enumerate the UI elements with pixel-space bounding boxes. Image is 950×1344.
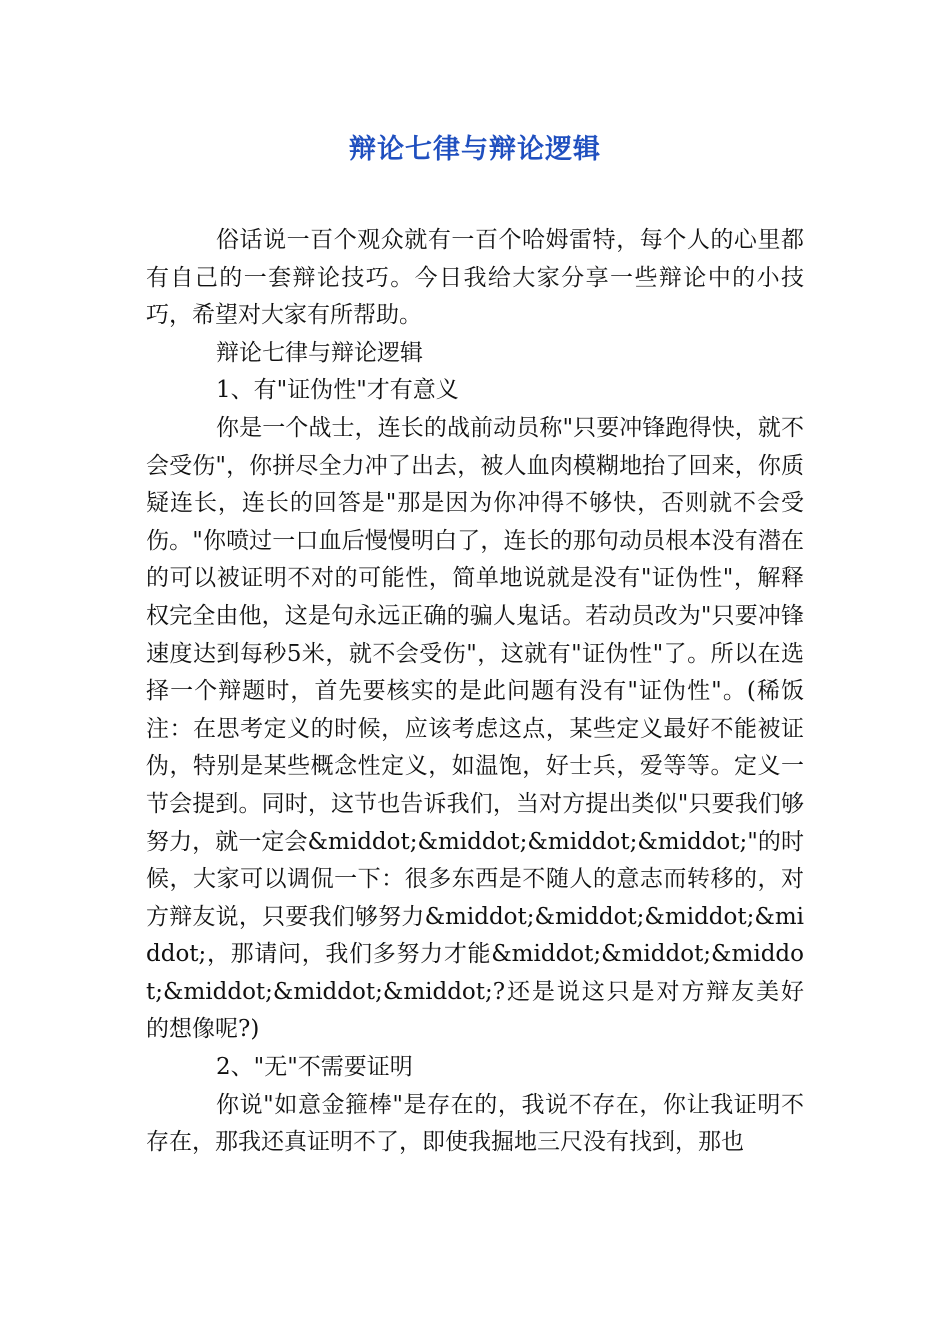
paragraph-subtitle: 辩论七律与辩论逻辑 bbox=[216, 339, 423, 366]
section-heading-1: 1、有"证伪性"才有意义 bbox=[216, 377, 459, 404]
section-heading-2: 2、"无"不需要证明 bbox=[216, 1054, 413, 1081]
paragraph-section-1: 你是一个战士，连长的战前动员称"只要冲锋跑得快，就不会受伤"，你拼尽全力冲了出去，被人血肉模糊地抬了回来，你质疑连长，连长的回答是"那是因为你冲得不够快，否则就不会受伤。"你喷过一口血后慢慢明白了，连长的那句动员根本没有潜在的可以被证明不对的可能性，简单地说就是没有"证伪性"，解释权完全由他，这是句永远正确的骗人鬼话。若动员改为"只要冲锋速度达到每秒5米，就不会受伤"，这就有"证伪性"了。所以在选择一个辩题时，首先要核实的是此问题有没有"证伪性"。(稀饭注：在思考定义的时候，应该考虑这点，某些定义最好不能被证伪，特别是某些概念性定义，如温饱，好士兵，爱等等。定义一节会提到。同时，这节也告诉我们，当对方提出类似"只要我们够努力，就一定会&middot;&middot;&middot;&middot;"的时候，大家可以调侃一下：很多东西是不随人的意志而转移的，对方辩友说，只要我们够努力&middot;&middot;&middot;&middot;，那请问，我们多努力才能&middot;&middot;&middot;&middot;&middot;&middot;?还是说这只是对方辩友美好的想像呢?) bbox=[146, 414, 804, 1043]
document-title: 辩论七律与辩论逻辑 bbox=[349, 134, 601, 165]
paragraph-section-2: 你说"如意金箍棒"是存在的，我说不存在，你让我证明不存在，那我还真证明不了，即使我掘地三尺没有找到，那也 bbox=[146, 1091, 804, 1156]
paragraph-intro: 俗话说一百个观众就有一百个哈姆雷特，每个人的心里都有自己的一套辩论技巧。今日我给大家分享一些辩论中的小技巧，希望对大家有所帮助。 bbox=[146, 227, 804, 329]
document-body bbox=[146, 222, 804, 1162]
